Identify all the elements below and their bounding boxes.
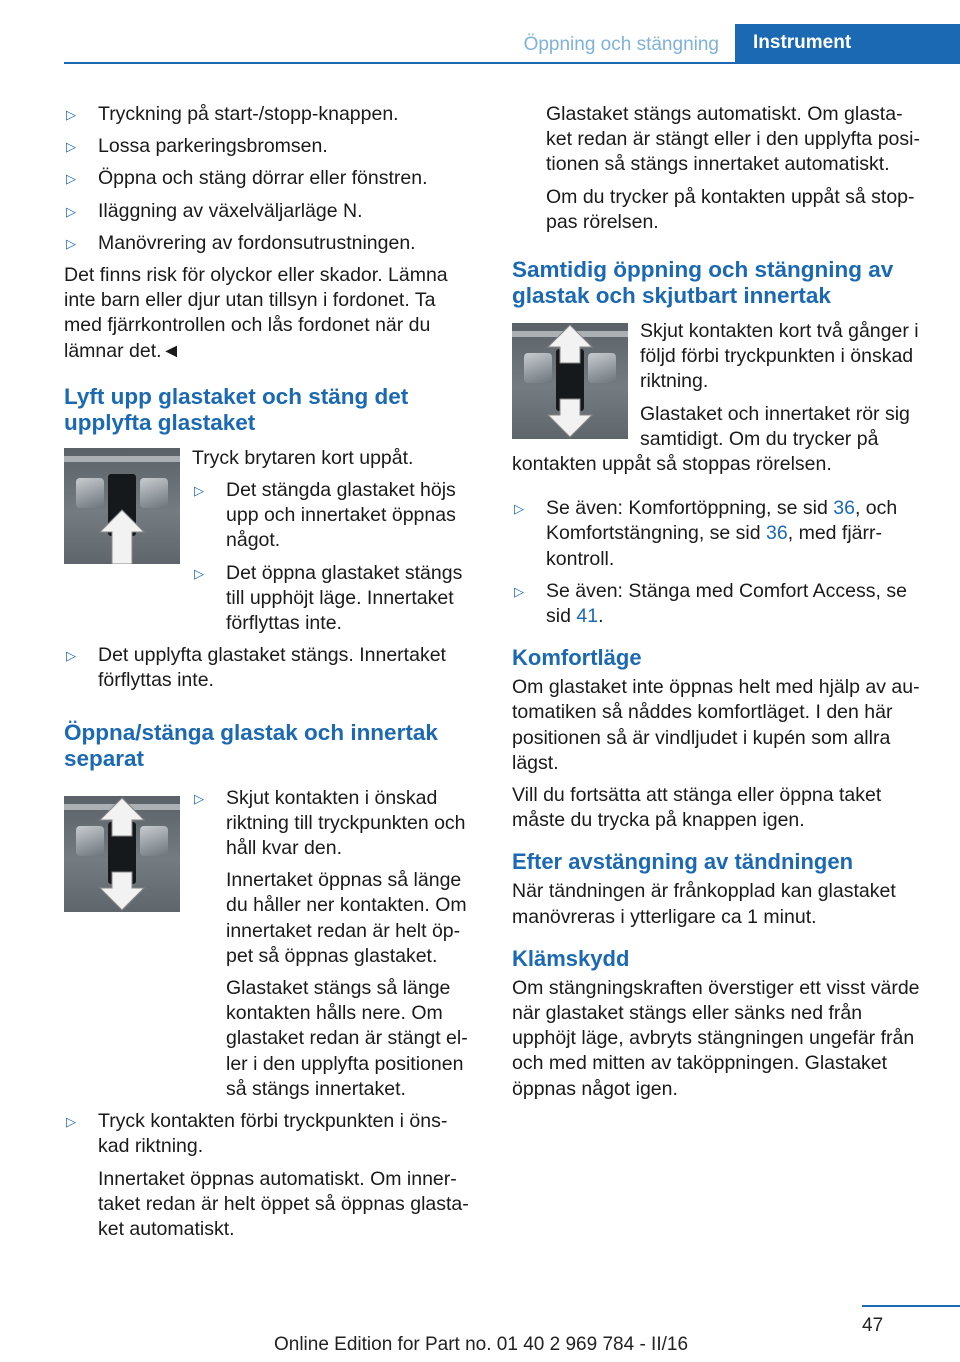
bullet-triangle-icon: ▷ xyxy=(194,790,204,806)
list-item: ▷ Lossa parkeringsbromsen. xyxy=(64,134,478,159)
heading-lift-glass-roof: Lyft upp glastaket och stäng det upplyfta glastaket xyxy=(64,383,409,435)
list-item: ▷ Se även: Komfortöppning, se sid 36, och Komfortstängning, se sid 36, med fjärr-kontroll. xyxy=(512,496,928,572)
continued-text: Om du trycker på kontakten uppåt så stop-pas rörelsen. xyxy=(546,185,915,233)
header-rule xyxy=(64,62,960,64)
list-item: ▷ Tryckning på start-/stopp-knappen. xyxy=(64,102,478,127)
bullet-triangle-icon: ▷ xyxy=(514,583,524,599)
list-item: ▷ Manövrering av fordonsutrustningen. xyxy=(64,231,478,256)
switch-up-image xyxy=(64,448,180,564)
list-item: ▷ Tryck kontakten förbi tryckpunkten i öns-kad riktning. Innertaket öppnas automatiskt. Om inner-taket redan är helt öppet så öppnas glasta-ket automatiskt. xyxy=(64,1109,478,1242)
sim-text: Skjut kontakten kort två gånger i följd förbi tryckpunkten i önskad riktning. xyxy=(640,320,919,393)
left-column xyxy=(64,102,478,1249)
bullet-triangle-icon: ▷ xyxy=(66,171,76,187)
bullet-triangle-icon: ▷ xyxy=(66,648,76,664)
bullet-triangle-icon: ▷ xyxy=(66,203,76,219)
page-link-36[interactable]: 36 xyxy=(833,497,855,520)
heading-simultaneous: Samtidig öppning och stängning av glastak och skjutbart innertak xyxy=(512,257,894,309)
bullet-triangle-icon: ▷ xyxy=(514,501,524,517)
header-section-title: Öppning och stängning xyxy=(523,34,719,55)
heading-klamskydd: Klämskydd xyxy=(512,945,630,971)
list-item: ▷ Det upplyfta glastaket stängs. Innertaket förflyttas inte. xyxy=(64,643,478,693)
bullet-triangle-icon: ▷ xyxy=(66,107,76,122)
heading-separate-open-close: Öppna/stänga glastak och innertak separat xyxy=(64,719,438,771)
footer-rule xyxy=(862,1305,960,1307)
heading-komfortlage: Komfortläge xyxy=(512,645,642,671)
list-item: ▷ Se även: Stänga med Comfort Access, se sid 41. xyxy=(512,579,928,629)
sim-text: Glastaket och innertaket rör sig samtidigt. Om du trycker på kontakten uppåt så stoppas rörelsen. xyxy=(512,402,910,476)
bullet-triangle-icon: ▷ xyxy=(194,483,204,499)
bullet-triangle-icon: ▷ xyxy=(194,565,204,581)
bullet-triangle-icon: ▷ xyxy=(66,235,76,251)
list-item: ▷ Iläggning av växelväljarläge N. xyxy=(64,199,478,224)
lift-intro: Tryck brytaren kort uppåt. xyxy=(192,446,414,469)
page-number: 47 xyxy=(862,1315,884,1336)
continued-text: Glastaket stängs automatiskt. Om glasta-ket redan är stängt eller i den upplyfta posi-tionen så stängs innertaket automatiskt. xyxy=(546,103,920,176)
switch-up-down-image xyxy=(512,323,628,439)
heading-after-ignition-off: Efter avstängning av tändningen xyxy=(512,849,854,875)
list-item: ▷ Skjut kontakten i önskad riktning till tryckpunkten och håll kvar den. Innertaket öppnas så länge du håller ner kontakten. Om innertaket redan är helt öp-pet så öppnas glastaket. Glastaket stängs så länge kontakten hålls nere. Om glastaket redan är stängt el-ler i den upplyfta positionen så stängs innertaket. xyxy=(192,786,478,1102)
bullet-triangle-icon: ▷ xyxy=(66,1114,76,1130)
edition-text: Online Edition for Part no. 01 40 2 969 784 - II/16 xyxy=(273,1334,689,1355)
list-item: ▷ Det stängda glastaket höjs upp och innertaket öppnas något. xyxy=(192,478,478,554)
right-column: Glastaket stängs automatiskt. Om glasta-ket redan är stängt eller i den upplyfta posi-tionen så stängs innertaket automatiskt. Om du trycker på kontakten uppåt så stop-pas rörelsen. Samtidig öppning och stängning av glastak och skjutbart innertak Skjut kontakten kort två gånger i följd förbi tryckpunkten i önskad riktning. Glastaket och innertaket rör sig samtidigt. Om du trycker på kontakten uppåt så stoppas rörelsen. ▷ Se även: Komfortöppning, se sid 36, och Komfortstängning, se sid 36, med fjärr-kontroll. ▷ Se även: Stänga med Comfort Access, se sid 41. Komfortläge Om glastaket inte öppnas helt med hjälp av au-tomatiken så nåddes komfortläget. I den här positionen så är vindljudet i kupén som allra lägst. Vill du fortsätta att stänga eller öppna taket måste du trycka på knappen igen. Efter avstängning av tändningen När tändningen är frånkopplad kan glastaket manövreras i ytterligare ca 1 minut. Klämskydd Om stängningskraften överstiger ett visst värde när glastaket stängs eller sänks ned från upphöjt läge, avbryts stängningen ungefär från och med mitten av taköppningen. Glastaket öppnas något igen. xyxy=(512,102,928,1109)
switch-up-down-image xyxy=(64,796,180,912)
bullet-triangle-icon: ▷ xyxy=(66,139,76,155)
list-item: ▷ Det öppna glastaket stängs till upphöjt läge. Innertaket förflyttas inte. xyxy=(192,561,478,637)
header-chapter-tab[interactable]: Instrument xyxy=(735,24,960,62)
page-link-36[interactable]: 36 xyxy=(766,522,788,545)
warning-text: Det finns risk för olyckor eller skador. Lämna inte barn eller djur utan tillsyn i fordonet. Ta med fjärrkontrollen och lås fordonet när du lämnar det.◄ xyxy=(64,264,448,362)
list-item: ▷ Öppna och stäng dörrar eller fönstren. xyxy=(64,166,478,191)
page-link-41[interactable]: 41 xyxy=(576,605,599,628)
